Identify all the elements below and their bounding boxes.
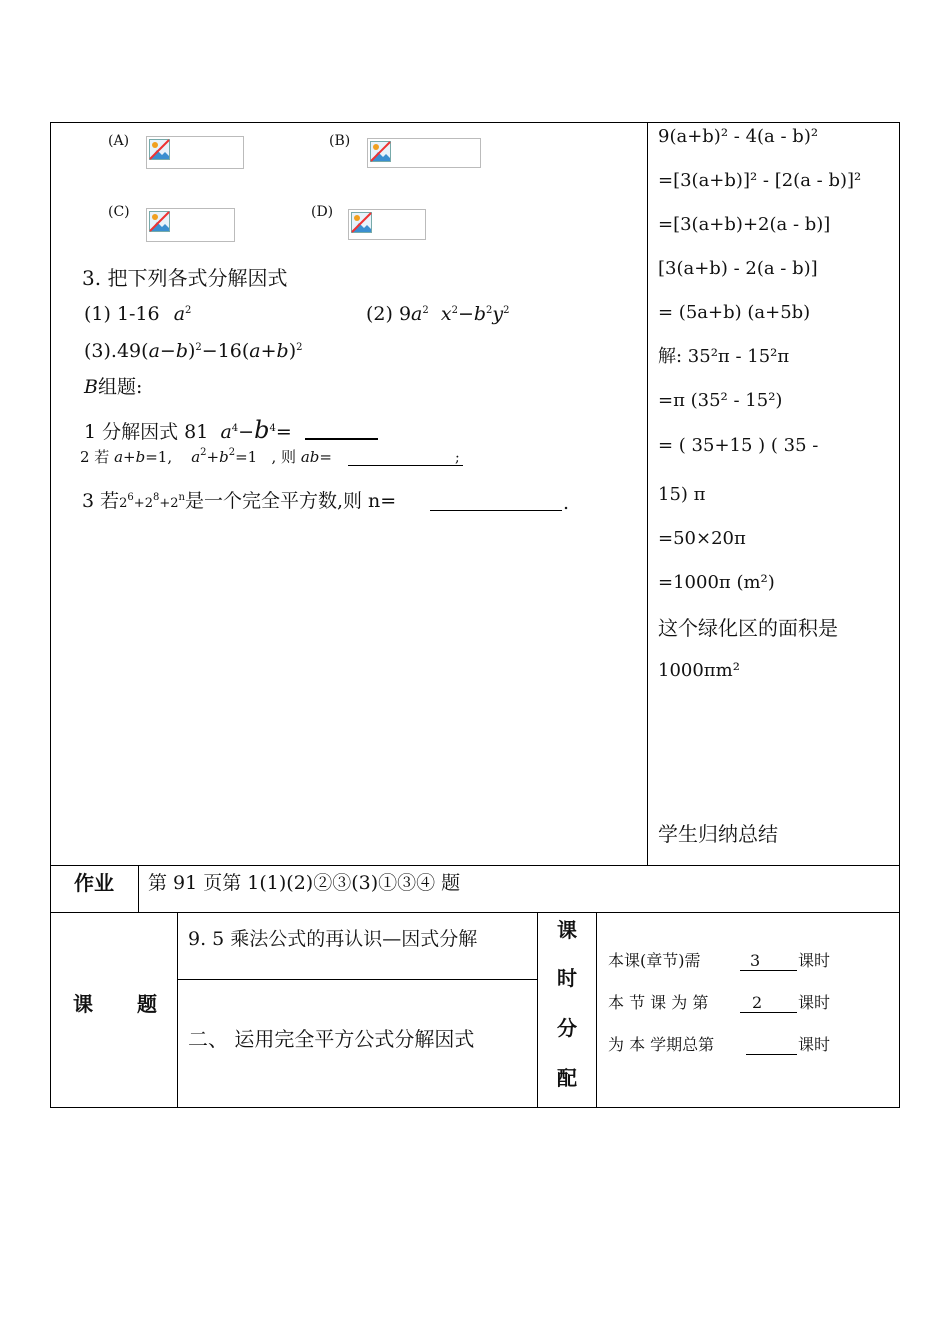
table-bottom-border — [50, 1107, 900, 1108]
q3-item-2: (2) $9a^2$ $x^2-b^2y^2$ — [366, 303, 510, 325]
option-d-image — [348, 209, 426, 240]
solution-line-11: =1000π (m²) — [658, 572, 775, 593]
allocation-row-1-suffix: 课时 — [798, 951, 831, 970]
allocation-label-left-divider — [537, 912, 538, 1108]
allocation-label-char-4: 配 — [557, 1066, 577, 1090]
allocation-row-2-suffix: 课时 — [798, 993, 831, 1012]
topic-label-char-1: 课 — [73, 992, 93, 1016]
allocation-row-3-prefix: 为 本 学期总第 — [608, 1035, 715, 1054]
q3-item-1-var: a — [173, 303, 186, 325]
allocation-row-1-value: 3 — [750, 951, 761, 970]
allocation-label-char-2: 时 — [557, 966, 577, 990]
broken-image-icon — [149, 211, 170, 232]
solution-line-9: 15) π — [658, 484, 706, 505]
q3-item-3: $(3).49(a-b)^2-16(a+b)^2$ — [84, 340, 303, 362]
b-question-1: 1 分解因式 81 $a^4-b^4=$ — [84, 416, 292, 444]
topic-title-divider — [177, 979, 538, 980]
homework-label: 作业 — [74, 871, 114, 895]
solution-line-4: [3(a+b) - 2(a - b)] — [658, 258, 818, 279]
b-question-3: 3 若$2^6+2^8+2^n$是一个完全平方数,则 n= — [82, 490, 397, 512]
allocation-row-3-blank[interactable] — [746, 1054, 797, 1055]
table-top-border — [50, 122, 900, 123]
b-question-2-end: ; — [455, 450, 460, 466]
allocation-row-3-suffix: 课时 — [798, 1035, 831, 1054]
option-c-label: (C) — [108, 204, 130, 220]
q3-item-1: (1) 1-16 $a^2$ — [84, 303, 192, 325]
solution-line-7: =π (35² - 15²) — [658, 390, 783, 411]
b-question-1-answer-blank[interactable] — [305, 438, 378, 440]
topic-title-2: 二、 运用完全平方公式分解因式 — [188, 1027, 475, 1051]
topic-label-char-2: 题 — [137, 992, 157, 1016]
solution-line-10: =50×20π — [658, 528, 746, 549]
solution-line-13: 1000πm² — [658, 660, 740, 681]
b-question-2: 2 若 a+b=1, $a^2+b^2=1$ , 则 ab= — [80, 447, 332, 466]
solution-line-6: 解: 35²π - 15²π — [658, 346, 790, 367]
b-question-3-answer-blank[interactable] — [430, 510, 562, 511]
table-left-border — [50, 122, 51, 1108]
solution-line-12: 这个绿化区的面积是 — [658, 616, 838, 640]
topic-label-divider — [177, 912, 178, 1108]
option-b-label: (B) — [329, 133, 351, 149]
q3-title: 3. 把下列各式分解因式 — [82, 266, 288, 290]
solution-line-8: = ( 35+15 ) ( 35 - — [658, 435, 819, 456]
allocation-row-2-prefix: 本 节 课 为 第 — [608, 993, 709, 1012]
option-c-image — [146, 208, 235, 242]
homework-text: 第 91 页第 1(1)(2)②③(3)①③④ 题 — [148, 872, 461, 894]
homework-label-divider — [138, 865, 139, 912]
allocation-row-2-value: 2 — [752, 993, 763, 1012]
allocation-row-1-blank — [740, 970, 797, 971]
table-right-border — [899, 122, 900, 1108]
b-question-3-end: . — [563, 492, 570, 514]
option-a-image — [146, 136, 244, 169]
allocation-row-1-prefix: 本课(章节)需 — [608, 951, 701, 970]
b-question-2-answer-blank[interactable] — [348, 465, 463, 466]
solution-line-3: =[3(a+b)+2(a - b)] — [658, 214, 831, 235]
broken-image-icon — [370, 141, 391, 162]
solution-line-1: 9(a+b)² - 4(a - b)² — [658, 126, 819, 147]
option-d-label: (D) — [311, 204, 334, 220]
allocation-row-2-blank — [740, 1012, 797, 1013]
option-b-image — [367, 138, 481, 168]
allocation-label-char-3: 分 — [557, 1016, 577, 1040]
row-divider-homework-top — [50, 865, 900, 866]
solution-line-2: =[3(a+b)]² - [2(a - b)]² — [658, 170, 862, 191]
allocation-label-char-1: 课 — [557, 918, 577, 942]
topic-title-1: 9. 5 乘法公式的再认识—因式分解 — [188, 928, 478, 950]
student-summary-label: 学生归纳总结 — [658, 822, 778, 846]
broken-image-icon — [149, 139, 170, 160]
broken-image-icon — [351, 212, 372, 233]
column-divider — [647, 122, 648, 865]
option-a-label: (A) — [108, 133, 130, 149]
b-group-heading: B组题: — [84, 376, 143, 398]
allocation-label-right-divider — [596, 912, 597, 1108]
solution-line-5: = (5a+b) (a+5b) — [658, 302, 811, 323]
